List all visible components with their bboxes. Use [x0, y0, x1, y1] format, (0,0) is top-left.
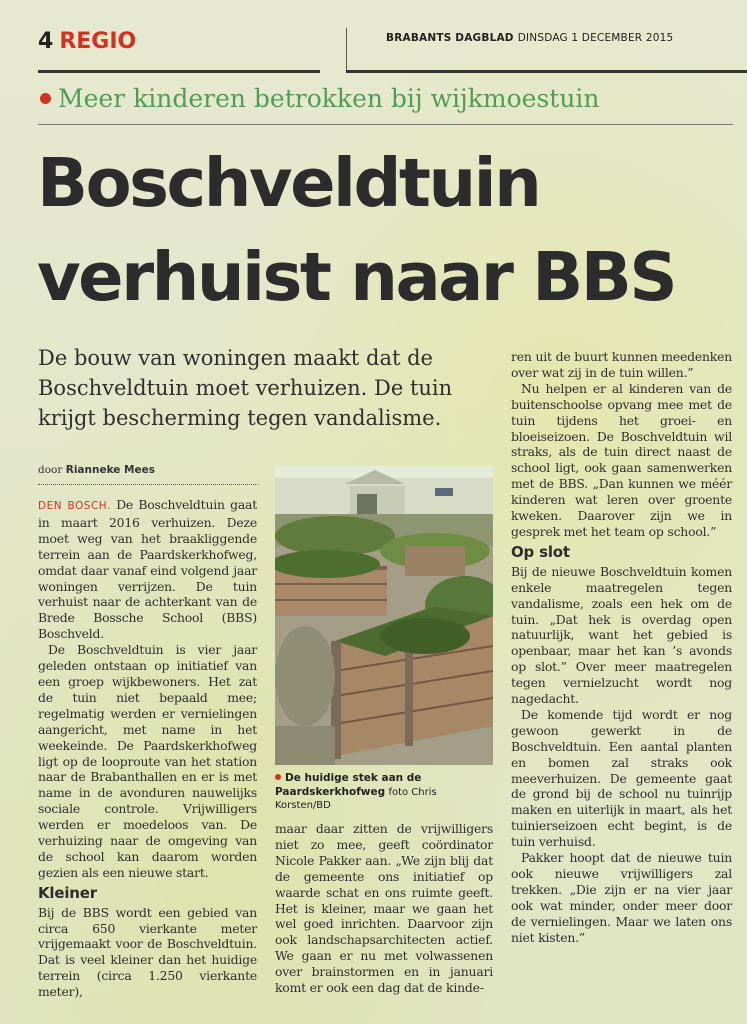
- article-column-2: [275, 821, 493, 996]
- paragraph: maar daar zitten de vrijwilligers niet zo mee, geeft coördinator Nicole Pakker aan. „We zijn blij dat de gemeente ons initiatief op waarde schat en ons ruimte geeft. Het is kleiner, maar we gaan het wel goed inrichten. Daarvoor zijn ook landschapsarchitecten actief. We gaan er nu met volwassenen over brainstormen en in januari komt er ook een dag dat de kinde-: [275, 821, 493, 996]
- garden-photo: [275, 466, 493, 765]
- paragraph: ren uit de buurt kunnen meedenken over wat zij in de tuin willen.”: [511, 349, 732, 380]
- newspaper-name: BRABANTS DAGBLAD: [386, 32, 514, 44]
- paragraph: [38, 497, 257, 642]
- kicker: [40, 84, 600, 113]
- paragraph: De Boschveldtuin is vier jaar geleden ontstaan op initiatief van een groep wijkbewoners. Het zat de tuin niet bepaald mee; regelmatig werden er vernielingen aangericht, met name in het weekeinde. De Paardskerkhofweg ligt op de looproute van het station naar de Brabanthallen en er is met name in de avonduren nauwelijks sociale controle. Vrijwilligers werden er moedeloos van. De verhuizing naar de omgeving van de school kan daarom worden gezien als een nieuwe start.: [38, 642, 257, 880]
- page-number: 4: [38, 29, 54, 54]
- paragraph: Bij de nieuwe Boschveldtuin komen enkele maatregelen tegen vandalisme, zoals een hek om de tuin. „Dat hek is overdag open natuurlijk, want het gebied is openbaar, maar het kan ’s avonds op slot.” Over meer maatregelen tegen vernielzucht wordt nog nagedacht.: [511, 563, 732, 707]
- byline: [38, 464, 155, 476]
- paragraph: Pakker hoopt dat de nieuwe tuin ook nieuwe vrijwilligers zal trekken. „Die zijn er na vier jaar ook wat minder, onder meer door de vernielingen. Maar we laten ons niet kisten.”: [511, 850, 732, 945]
- page-header-section: [38, 29, 136, 54]
- article-column-3: [511, 349, 732, 946]
- header-rule-left: [38, 70, 320, 73]
- kicker-rule: [38, 124, 733, 125]
- kicker-text: Meer kinderen betrokken bij wijkmoestuin: [58, 84, 600, 113]
- masthead: [386, 32, 673, 44]
- article-column-1: [38, 497, 257, 1000]
- subheading-kleiner: Kleiner: [38, 883, 97, 902]
- bullet-icon: [275, 774, 281, 780]
- headline-line-2: verhuist naar BBS: [37, 238, 676, 316]
- paragraph-text: De Boschveldtuin gaat in maart 2016 verhuizen. Deze moet weg van het braakliggende terrein aan de Paardskerkhofweg, omdat daar vanaf eind volgend jaar woningen verrijzen. De tuin verhuist naar de achterkant van de Brede Bossche School (BBS) Boschveld.: [38, 497, 257, 642]
- header-divider-vertical: [346, 28, 347, 73]
- photo-credit: foto Chris Korsten/BD: [275, 786, 437, 811]
- section-name: REGIO: [59, 29, 137, 54]
- publication-date: DINSDAG 1 DECEMBER 2015: [517, 32, 674, 44]
- headline: [37, 136, 737, 324]
- intro-lead: De bouw van woningen maakt dat de Boschveldtuin moet verhuizen. De tuin krijgt bescherming tegen vandalisme.: [38, 346, 453, 430]
- caption-text: De huidige stek aan de Paardskerkhofweg: [275, 772, 422, 798]
- byline-prefix: door: [38, 464, 63, 476]
- byline-author: Rianneke Mees: [65, 464, 155, 476]
- byline-dotted-rule: [38, 484, 258, 485]
- bullet-icon: [40, 93, 51, 104]
- subheading-op-slot: Op slot: [511, 542, 570, 561]
- paragraph: Bij de BBS wordt een gebied van circa 650 vierkante meter vrijgemaakt voor de Boschveldtuin. Dat is veel kleiner dan het huidige terrein (circa 1.250 vierkante meter),: [38, 904, 257, 1000]
- paragraph: De komende tijd wordt er nog gewoon gewerkt in de Boschveldtuin. Een aantal planten en bomen zal straks ook meeverhuizen. De gemeente gaat de grond bij de school nu tuinrijp maken en uiterlijk in maart, als het tuinierseizoen echt begint, is de tuin verhuisd.: [511, 706, 732, 850]
- photo-caption: [275, 772, 495, 813]
- paragraph: Nu helpen er al kinderen van de buitenschoolse opvang mee met de tuin tijdens het groei- en bloeiseizoen. De Boschveldtuin wil straks, als de tuin direct naast de school ligt, ook gaan samenwerken met de BBS. „Dan kunnen we méér kinderen wat leren over groente kweken. Daarover zijn we in gesprek met het team op school.”: [511, 380, 732, 539]
- headline-line-1: Boschveldtuin: [37, 144, 540, 222]
- dateline: DEN BOSCH.: [38, 500, 111, 512]
- header-rule-right: [346, 70, 747, 73]
